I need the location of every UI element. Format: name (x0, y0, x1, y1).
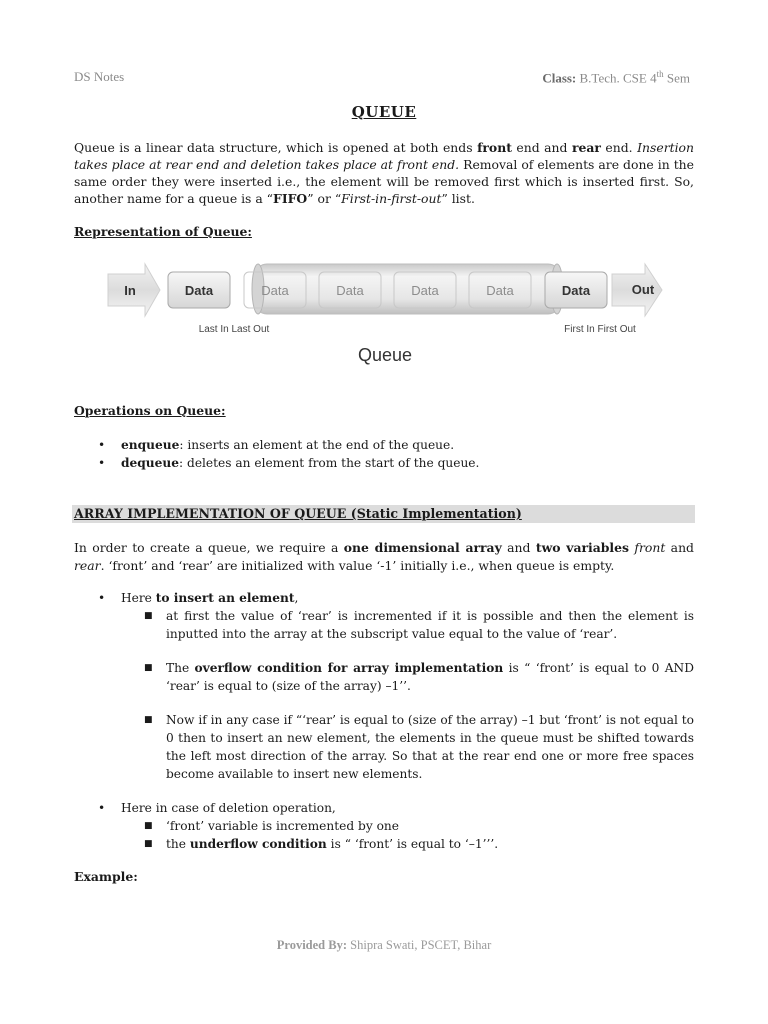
intro-fifo-long: First-in-first-out (341, 191, 442, 206)
intro-text: end and (511, 140, 572, 155)
footer-label: Provided By: (276, 938, 348, 952)
representation-heading: Representation of Queue: (74, 224, 252, 239)
square-bullet-icon: ■ (144, 663, 153, 673)
operations-heading: Operations on Queue: (74, 403, 226, 418)
sub-text: The (166, 661, 195, 675)
sub-bold: overflow condition for array implementation (194, 661, 504, 675)
sub-text: at first the value of ‘rear’ is incremented if it is possible and then the element is inputted into the array at the subscript value equal to the value of ‘rear’. (166, 609, 694, 641)
class-sup: th (656, 69, 664, 79)
list-item (74, 454, 694, 472)
operations-list (74, 436, 694, 472)
delete-text: Here in case of deletion operation, (121, 801, 336, 815)
bullet-icon: • (98, 591, 106, 605)
array-section-heading-bar (72, 505, 695, 523)
sub-list-item (74, 835, 694, 853)
intro-rear: rear (571, 140, 601, 155)
array-bullets (74, 589, 694, 853)
sub-text: ‘front’ variable is incremented by one (166, 819, 399, 833)
out-arrow (612, 264, 662, 316)
intro-text: ” list. (441, 191, 475, 206)
sub-list-item (74, 711, 694, 783)
op-text: : deletes an element from the start of the queue. (179, 456, 480, 470)
sub-bold: underflow condition (189, 837, 327, 851)
insert-text: Here (121, 591, 156, 605)
bullet-icon: • (98, 438, 106, 452)
diagram-caption: Queue (357, 345, 413, 365)
class-label: Class: (542, 70, 577, 86)
cell-label: Data (561, 283, 591, 298)
class-value: B.Tech. CSE 4 (579, 70, 657, 86)
intro-front: front (477, 140, 512, 155)
op-text: : inserts an element at the end of the queue. (179, 438, 455, 452)
queue-diagram (100, 258, 670, 368)
sub-text: the (166, 837, 190, 851)
op-term: enqueue (121, 438, 180, 452)
in-label: In (124, 283, 136, 298)
array-intro-italic: rear (74, 558, 101, 573)
sub-list-item (74, 659, 694, 695)
intro-paragraph (74, 139, 694, 207)
intro-text: end. (600, 140, 638, 155)
queue-cell (545, 272, 607, 308)
intro-text: Queue is a linear data structure, which is opened at both ends (74, 140, 478, 155)
op-term: dequeue (121, 456, 180, 470)
footer-value: Shipra Swati, PSCET, Bihar (350, 938, 492, 952)
sub-list-item (74, 817, 694, 835)
list-item (74, 799, 694, 817)
bullet-icon: • (98, 456, 106, 470)
cell-label: Data (261, 283, 289, 298)
square-bullet-icon: ■ (144, 821, 153, 831)
header-left: DS Notes (74, 69, 125, 84)
array-intro-paragraph (74, 539, 694, 575)
array-intro-italic: front (634, 540, 666, 555)
cell-label: Data (336, 283, 364, 298)
insert-bold: to insert an element (155, 591, 295, 605)
sub-text: is “ ‘front’ is equal to 0 AND ‘rear’ is equal to (size of the array) –1’’. (166, 661, 694, 693)
in-arrow (108, 264, 160, 316)
array-intro-text: In order to create a queue, we require a (74, 540, 344, 555)
right-caption: First In First Out (564, 324, 636, 335)
square-bullet-icon: ■ (144, 611, 153, 621)
sub-list-item (74, 607, 694, 643)
page-title: QUEUE (351, 103, 417, 121)
cell-label: Data (411, 283, 439, 298)
intro-fifo: FIFO (273, 191, 308, 206)
intro-text: Removal of elements are done in the same order they were inserted i.e., the element will be removed first which is inserted first. So, another name for a queue is a “ (74, 157, 694, 206)
header-right (542, 69, 690, 86)
array-intro-text: . ‘front’ and ‘rear’ are initialized with value ‘-1’ initially i.e., when queue is empty. (100, 558, 615, 573)
array-intro-bold: one dimensional array (343, 540, 502, 555)
array-section-heading: ARRAY IMPLEMENTATION OF QUEUE (Static Implementation) (74, 506, 522, 521)
array-intro-text: and (501, 540, 536, 555)
footer (0, 938, 768, 953)
class-value-post: Sem (666, 70, 690, 86)
intro-italic: Insertion takes place at rear end and deletion takes place at front end. (74, 140, 694, 172)
queue-cell (168, 272, 230, 308)
sub-text: is “ ‘front’ is equal to ‘–1’’’. (326, 837, 499, 851)
array-intro-bold: two variables (535, 540, 629, 555)
square-bullet-icon: ■ (144, 839, 153, 849)
cell-label: Data (486, 283, 514, 298)
list-item (74, 589, 694, 607)
example-label: Example: (74, 869, 138, 884)
array-intro-text: and (665, 540, 694, 555)
left-caption: Last In Last Out (198, 324, 270, 335)
out-label: Out (631, 282, 655, 297)
cell-label: Data (184, 283, 214, 298)
bullet-icon: • (98, 801, 106, 815)
insert-text: , (294, 591, 299, 605)
intro-text: ” or “ (307, 191, 342, 206)
sub-text: Now if in any case if “‘rear’ is equal to (size of the array) –1 but ‘front’ is not equal to 0 then to insert an new element, the elements in the queue must be shifted towards the left most direction of the array. So that at the rear end one or more free spaces become available to insert new elements. (166, 713, 694, 781)
square-bullet-icon: ■ (144, 715, 153, 725)
list-item (74, 436, 694, 454)
